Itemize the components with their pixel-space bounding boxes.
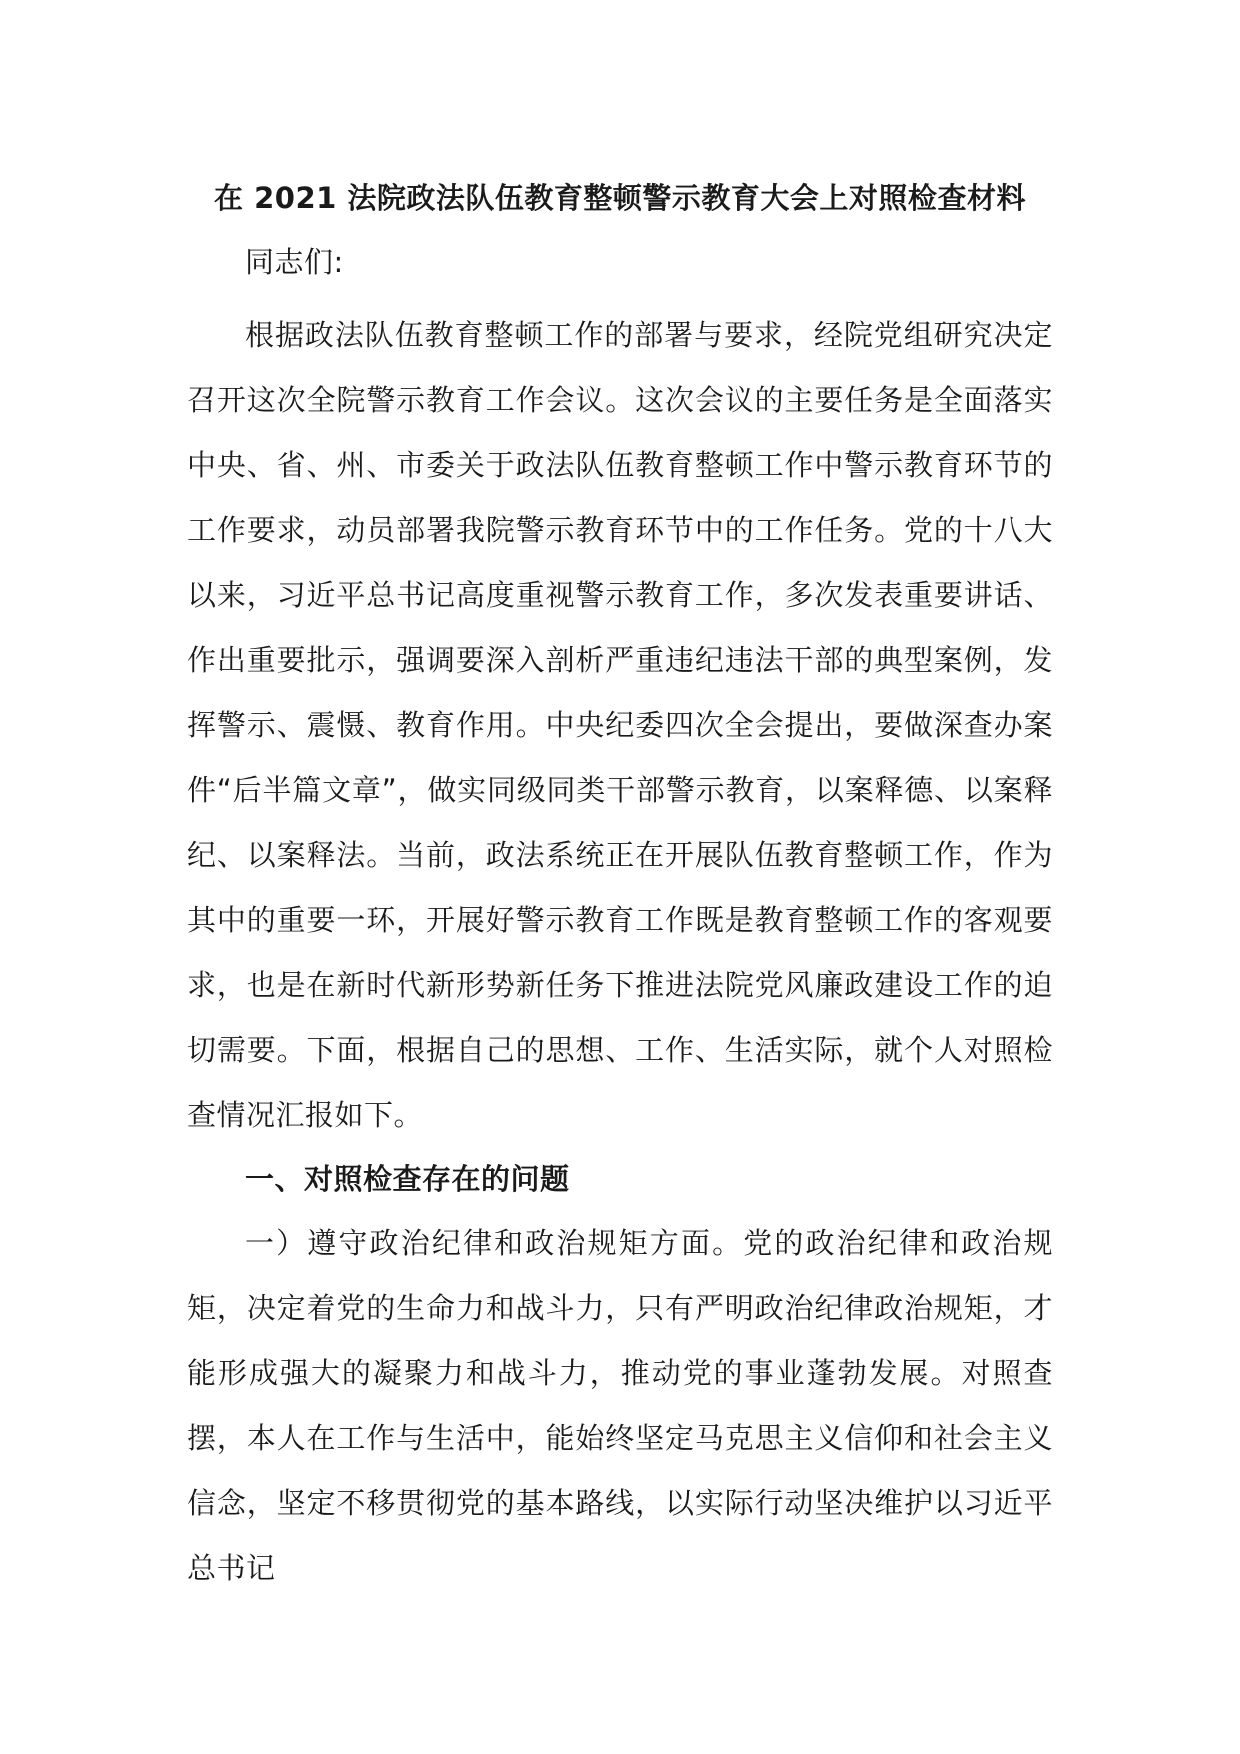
body-paragraph-2: 一）遵守政治纪律和政治规矩方面。党的政治纪律和政治规矩，决定着党的生命力和战斗力，只有严明政治纪律政治规矩，才能形成强大的凝聚力和战斗力，推动党的事业蓬勃发展。对照查摆，本人在工作与生活中，能始终坚定马克思主义信仰和社会主义信念，坚定不移贯彻党的基本路线，以实际行动坚决维护以习近平总书记	[187, 1226, 1053, 1585]
section-heading: 一、对照检查存在的问题	[245, 1162, 570, 1196]
greeting: 同志们:	[245, 245, 344, 279]
body-paragraph-1: 根据政法队伍教育整顿工作的部署与要求，经院党组研究决定召开这次全院警示教育工作会议。这次会议的主要任务是全面落实中央、省、州、市委关于政法队伍教育整顿工作中警示教育环节的工作要求，动员部署我院警示教育环节中的工作任务。党的十八大以来，习近平总书记高度重视警示教育工作，多次发表重要讲话、作出重要批示，强调要深入剖析严重违纪违法干部的典型案例，发挥警示、震慑、教育作用。中央纪委四次全会提出，要做深查办案件“后半篇文章”，做实同级同类干部警示教育，以案释德、以案释纪、以案释法。当前，政法系统正在开展队伍教育整顿工作，作为其中的重要一环，开展好警示教育工作既是教育整顿工作的客观要求，也是在新时代新形势新任务下推进法院党风廉政建设工作的迫切需要。下面，根据自己的思想、工作、生活实际，就个人对照检查情况汇报如下。	[187, 318, 1053, 1132]
document-page	[187, 160, 1053, 1601]
document-title: 在 2021 法院政法队伍教育整顿警示教育大会上对照检查材料	[214, 181, 1026, 215]
